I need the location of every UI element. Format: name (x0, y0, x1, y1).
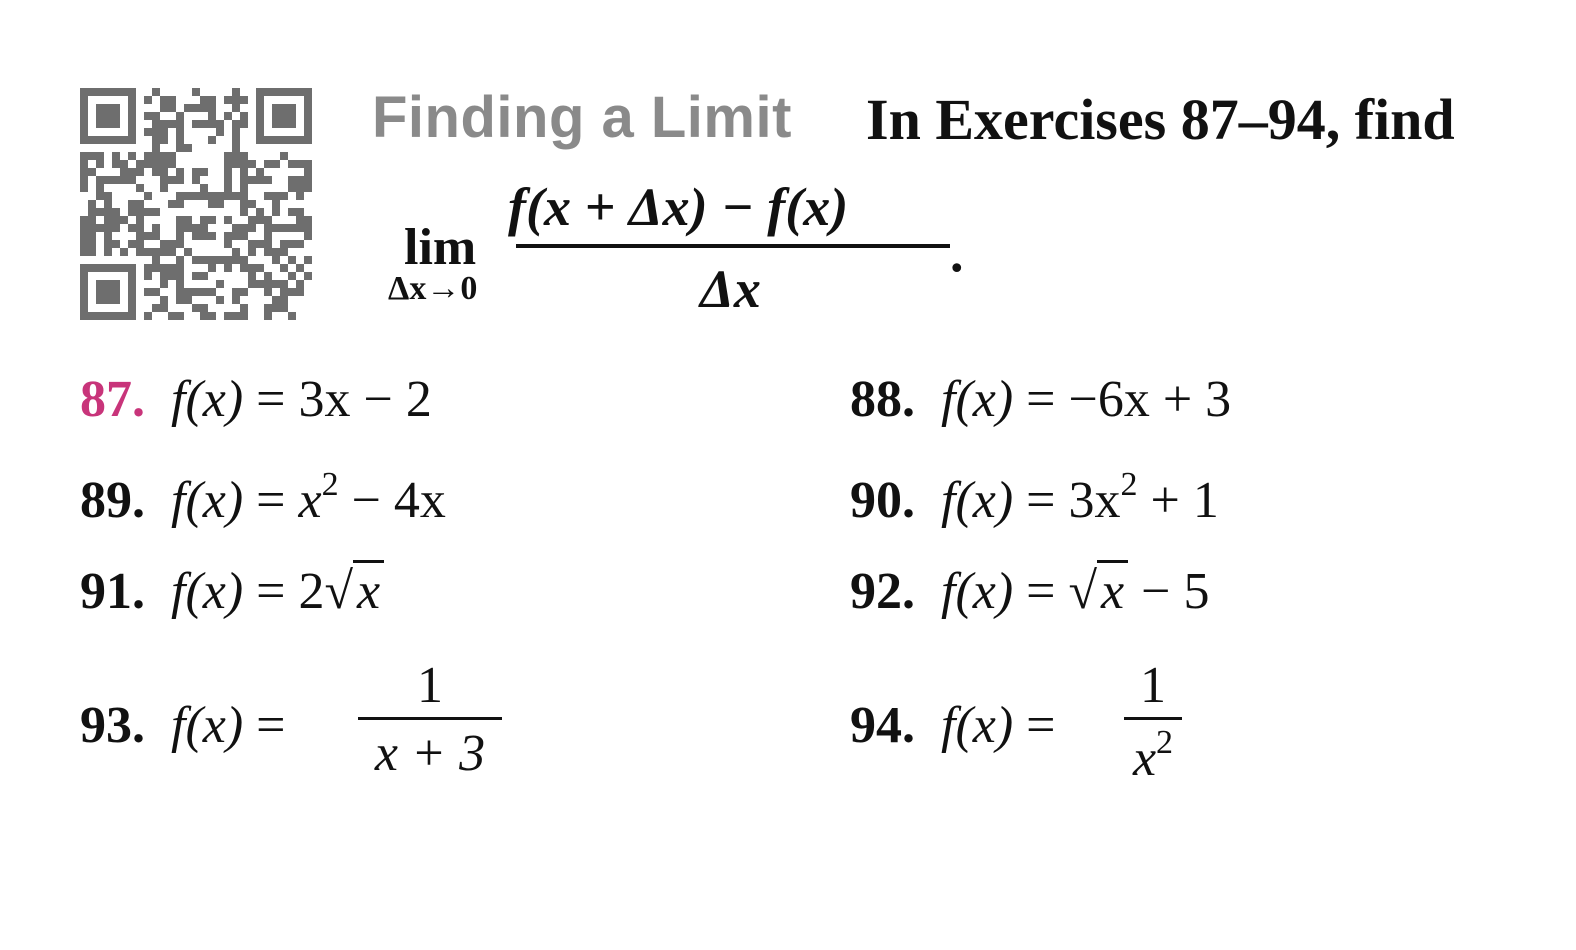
equals-sign: = (1026, 563, 1056, 620)
exercise-number: 88. (850, 371, 915, 428)
limit-operator: lim (404, 219, 477, 276)
exercise-number: 87. (80, 371, 145, 428)
limit-period: . (950, 223, 964, 283)
exercise-90 (850, 466, 1219, 530)
fraction-bar (516, 244, 950, 248)
exercise-93-fraction (358, 656, 502, 783)
equals-sign: = (1026, 697, 1056, 754)
square-root: √x (325, 562, 385, 621)
function-lhs: f(x) (941, 472, 1014, 529)
function-rhs: $3x^2 + 1$ (1068, 466, 1219, 529)
function-lhs: f(x) (171, 563, 244, 620)
equals-sign: = (1026, 472, 1056, 529)
exercise-94-fraction (1124, 656, 1182, 788)
function-rhs: √x − 5 (1069, 563, 1210, 620)
equals-sign: = (1026, 371, 1056, 428)
exercise-number: 94. (850, 697, 915, 754)
exercise-91 (80, 562, 384, 621)
function-lhs: f(x) (941, 563, 1014, 620)
equals-sign: = (256, 472, 286, 529)
fraction-denominator: $x^2$ (1132, 724, 1174, 787)
function-rhs: $x^2 - 4x$ (298, 466, 446, 529)
limit-denominator: Δx (700, 259, 761, 319)
section-instruction: In Exercises 87–94, find (866, 87, 1455, 152)
equals-sign: = (256, 371, 286, 428)
function-rhs: 3x − 2 (298, 371, 432, 428)
exercise-number: 91. (80, 563, 145, 620)
exercise-87 (80, 370, 432, 429)
exercise-number: 93. (80, 697, 145, 754)
section-heading: Finding a Limit (372, 85, 792, 150)
square-root: √x (1069, 562, 1129, 621)
exercise-number: 90. (850, 472, 915, 529)
fraction-denominator: x + 3 (374, 725, 486, 782)
function-rhs: 2√x (299, 563, 385, 620)
exercise-number: 89. (80, 472, 145, 529)
function-lhs: f(x) (941, 371, 1014, 428)
exercise-92 (850, 562, 1209, 621)
function-lhs: f(x) (171, 371, 244, 428)
limit-subscript: Δx→0 (388, 270, 478, 307)
qr-code-icon[interactable] (80, 88, 312, 320)
equals-sign: = (256, 697, 286, 754)
equals-sign: = (256, 563, 286, 620)
function-lhs: f(x) (171, 472, 244, 529)
exercise-93 (80, 696, 286, 755)
exercise-94 (850, 696, 1056, 755)
function-lhs: f(x) (941, 697, 1014, 754)
limit-numerator: f(x + Δx) − f(x) (508, 177, 849, 237)
exercise-number: 92. (850, 563, 915, 620)
cropped-previous-line (0, 0, 1576, 12)
fraction-numerator: 1 (1140, 657, 1166, 714)
fraction-numerator: 1 (417, 657, 443, 714)
function-lhs: f(x) (171, 697, 244, 754)
function-rhs: −6x + 3 (1068, 371, 1232, 428)
fraction-bar (358, 717, 502, 720)
fraction-bar (1124, 717, 1182, 720)
exercise-88 (850, 370, 1231, 429)
exercise-89 (80, 466, 446, 530)
